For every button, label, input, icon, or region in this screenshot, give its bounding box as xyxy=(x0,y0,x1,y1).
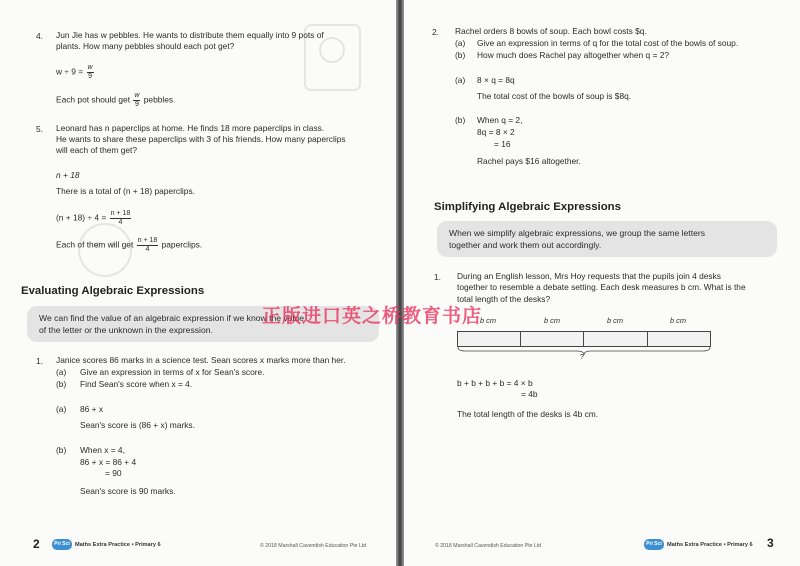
part-label: (a) xyxy=(455,75,466,85)
bar-label: b cm xyxy=(670,316,687,325)
part-text: Give an expression in terms of x for Sean's score. xyxy=(80,367,265,377)
question-text: He wants to share these paperclips with 3 of his friends. How many paperclips xyxy=(56,134,346,144)
working-line: = 90 xyxy=(105,468,122,478)
left-page xyxy=(0,0,396,566)
fraction: $\frac{n + 18}{4}$ xyxy=(110,210,131,226)
equation-lhs: w ÷ 9 = xyxy=(56,66,84,77)
question-number: 1. xyxy=(434,272,441,282)
bar-brace xyxy=(457,347,711,355)
question-text: Rachel orders 8 bowls of soup. Each bowl costs $q. xyxy=(455,26,647,36)
answer-sentence: Sean's score is 90 marks. xyxy=(80,486,176,496)
working-line: When q = 2, xyxy=(477,115,523,125)
callout-text: together and work them out accordingly. xyxy=(449,240,602,250)
copyright: © 2018 Marshall Cavendish Education Pte Ltd xyxy=(260,543,367,549)
callout-box xyxy=(437,221,777,257)
expression: n + 18 xyxy=(56,170,80,180)
series-title: Maths Extra Practice • Primary 6 xyxy=(75,542,161,548)
series-logo: Pri Sci xyxy=(644,539,664,550)
question-number: 1. xyxy=(36,356,43,366)
question-text: will each of them get? xyxy=(56,145,138,155)
callout-text: When we simplify algebraic expressions, we group the same letters xyxy=(449,228,706,238)
bar-segment xyxy=(583,331,648,347)
working-line: There is a total of (n + 18) paperclips. xyxy=(56,186,195,196)
callout-text: We can find the value of an algebraic expression if we know the value xyxy=(39,313,304,323)
answer-sentence: Rachel pays $16 altogether. xyxy=(477,156,581,166)
book-gutter xyxy=(396,0,404,566)
question-text: Jun Jie has w pebbles. He wants to distribute them equally into 9 pots of xyxy=(56,30,324,40)
bar-segment xyxy=(647,331,711,347)
equation: b + b + b + b = 4 × b xyxy=(457,378,533,388)
watermark-text: 正版进口英之桥教育书店 xyxy=(262,305,483,327)
part-label: (a) xyxy=(455,38,466,48)
answer-sentence: Sean's score is (86 + x) marks. xyxy=(80,420,195,430)
series-title: Maths Extra Practice • Primary 6 xyxy=(667,542,753,548)
part-text: How much does Rachel pay altogether when q = 2? xyxy=(477,50,670,60)
answer-sentence: The total cost of the bowls of soup is $8q. xyxy=(477,91,632,101)
bar-label: b cm xyxy=(544,316,561,325)
series-logo: Pri Sci xyxy=(52,539,72,550)
question-text: Janice scores 86 marks in a science test. Sean scores x marks more than her. xyxy=(56,355,346,365)
working-line: = 16 xyxy=(494,139,511,149)
right-page xyxy=(404,0,800,566)
question-text: total length of the desks? xyxy=(457,294,551,304)
equation xyxy=(56,64,95,81)
section-heading: Evaluating Algebraic Expressions xyxy=(21,285,205,297)
expression: 86 + x xyxy=(80,404,104,414)
question-text: plants. How many pebbles should each pot get? xyxy=(56,41,235,51)
question-text: together to resemble a debate setting. Each desk measures b cm. What is the xyxy=(457,282,746,292)
callout-text: of the letter or the unknown in the expression. xyxy=(39,325,213,335)
question-number: 4. xyxy=(36,31,43,41)
fraction: $\frac{w}{9}$ xyxy=(134,92,140,108)
page-number: 3 xyxy=(767,536,774,550)
bar-label: b cm xyxy=(607,316,624,325)
answer-sentence: Each of them will get $\frac{n + 18}{4}$ paperclips. xyxy=(56,237,203,253)
part-label: (a) xyxy=(56,367,67,377)
copyright: © 2018 Marshall Cavendish Education Pte Ltd xyxy=(435,543,542,549)
bar-label: b cm xyxy=(480,316,497,325)
question-text: Leonard has n paperclips at home. He finds 18 more paperclips in class. xyxy=(56,123,325,133)
answer-sentence: Each pot should get $\frac{w}{9}$ pebbles. xyxy=(56,92,176,108)
fraction: $\frac{n + 18}{4}$ xyxy=(137,237,158,253)
part-label: (b) xyxy=(455,115,466,125)
question-number: 5. xyxy=(36,124,43,134)
part-label: (b) xyxy=(56,379,67,389)
question-number: 2. xyxy=(432,27,439,37)
part-label: (b) xyxy=(455,50,466,60)
bar-model xyxy=(457,331,711,347)
page-number: 2 xyxy=(33,537,40,551)
equation: = 4b xyxy=(521,389,538,399)
part-label: (a) xyxy=(56,404,67,414)
section-heading: Simplifying Algebraic Expressions xyxy=(434,201,621,213)
working-line: 86 + x = 86 + 4 xyxy=(80,457,137,467)
expression: 8 × q = 8q xyxy=(477,75,515,85)
working-line: 8q = 8 × 2 xyxy=(477,127,515,137)
part-text: Find Sean's score when x = 4. xyxy=(80,379,193,389)
equation: (n + 18) ÷ 4 = $\frac{n + 18}{4}$ xyxy=(56,210,131,226)
working-line: When x = 4, xyxy=(80,445,125,455)
part-label: (b) xyxy=(56,445,67,455)
bar-segment xyxy=(520,331,584,347)
question-text: During an English lesson, Mrs Hoy requests that the pupils join 4 desks xyxy=(457,271,721,281)
bar-segment xyxy=(457,331,521,347)
bar-unknown: ? xyxy=(580,354,584,361)
fraction: $\frac{w}{9}$ xyxy=(87,64,93,80)
part-text: Give an expression in terms of q for the total cost of the bowls of soup. xyxy=(477,38,739,48)
answer-sentence: The total length of the desks is 4b cm. xyxy=(457,409,599,419)
